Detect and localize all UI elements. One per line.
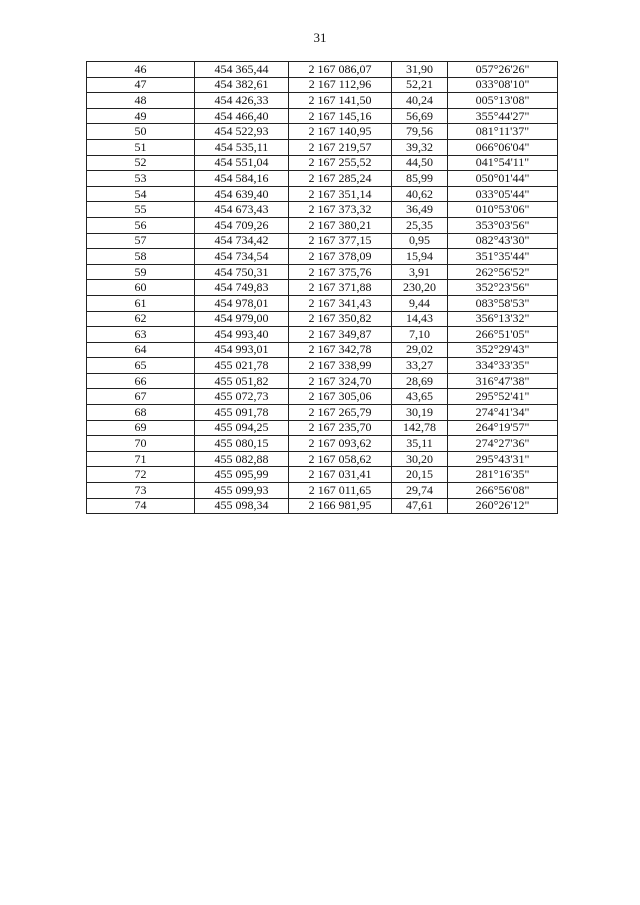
y-coordinate-cell: 2 167 140,95 <box>289 124 392 140</box>
distance-cell: 15,94 <box>392 249 448 265</box>
point-number-cell: 65 <box>87 358 195 374</box>
point-number-cell: 49 <box>87 108 195 124</box>
bearing-cell: 083°58'53" <box>448 295 558 311</box>
table-row <box>87 124 558 140</box>
table-row <box>87 373 558 389</box>
distance-cell: 52,21 <box>392 77 448 93</box>
point-number-cell: 59 <box>87 264 195 280</box>
point-number-cell: 66 <box>87 373 195 389</box>
table-row <box>87 93 558 109</box>
distance-cell: 3,91 <box>392 264 448 280</box>
distance-cell: 35,11 <box>392 436 448 452</box>
y-coordinate-cell: 2 167 058,62 <box>289 451 392 467</box>
y-coordinate-cell: 2 167 349,87 <box>289 327 392 343</box>
page-number: 31 <box>313 30 327 45</box>
y-coordinate-cell: 2 167 351,14 <box>289 186 392 202</box>
bearing-cell: 352°29'43" <box>448 342 558 358</box>
y-coordinate-cell: 2 167 265,79 <box>289 405 392 421</box>
x-coordinate-cell: 454 522,93 <box>195 124 289 140</box>
y-coordinate-cell: 2 167 305,06 <box>289 389 392 405</box>
point-number-cell: 52 <box>87 155 195 171</box>
table-row <box>87 389 558 405</box>
distance-cell: 85,99 <box>392 171 448 187</box>
x-coordinate-cell: 454 749,83 <box>195 280 289 296</box>
y-coordinate-cell: 2 167 086,07 <box>289 62 392 78</box>
table-row <box>87 155 558 171</box>
distance-cell: 40,24 <box>392 93 448 109</box>
coordinates-table <box>86 61 558 514</box>
y-coordinate-cell: 2 167 375,76 <box>289 264 392 280</box>
bearing-cell: 295°52'41" <box>448 389 558 405</box>
y-coordinate-cell: 2 167 342,78 <box>289 342 392 358</box>
distance-cell: 47,61 <box>392 498 448 514</box>
table-row <box>87 498 558 514</box>
y-coordinate-cell: 2 166 981,95 <box>289 498 392 514</box>
distance-cell: 9,44 <box>392 295 448 311</box>
x-coordinate-cell: 455 080,15 <box>195 436 289 452</box>
y-coordinate-cell: 2 167 031,41 <box>289 467 392 483</box>
bearing-cell: 066°06'04" <box>448 139 558 155</box>
bearing-cell: 274°41'34" <box>448 405 558 421</box>
bearing-cell: 050°01'44" <box>448 171 558 187</box>
point-number-cell: 56 <box>87 217 195 233</box>
y-coordinate-cell: 2 167 350,82 <box>289 311 392 327</box>
table-row <box>87 358 558 374</box>
bearing-cell: 057°26'26" <box>448 62 558 78</box>
distance-cell: 30,20 <box>392 451 448 467</box>
bearing-cell: 352°23'56" <box>448 280 558 296</box>
point-number-cell: 71 <box>87 451 195 467</box>
table-row <box>87 311 558 327</box>
x-coordinate-cell: 455 021,78 <box>195 358 289 374</box>
distance-cell: 142,78 <box>392 420 448 436</box>
bearing-cell: 266°56'08" <box>448 483 558 499</box>
distance-cell: 28,69 <box>392 373 448 389</box>
x-coordinate-cell: 454 639,40 <box>195 186 289 202</box>
x-coordinate-cell: 454 382,61 <box>195 77 289 93</box>
point-number-cell: 53 <box>87 171 195 187</box>
point-number-cell: 51 <box>87 139 195 155</box>
distance-cell: 230,20 <box>392 280 448 296</box>
y-coordinate-cell: 2 167 371,88 <box>289 280 392 296</box>
x-coordinate-cell: 454 993,01 <box>195 342 289 358</box>
point-number-cell: 58 <box>87 249 195 265</box>
point-number-cell: 54 <box>87 186 195 202</box>
distance-cell: 39,32 <box>392 139 448 155</box>
x-coordinate-cell: 455 094,25 <box>195 420 289 436</box>
x-coordinate-cell: 455 091,78 <box>195 405 289 421</box>
distance-cell: 40,62 <box>392 186 448 202</box>
y-coordinate-cell: 2 167 324,70 <box>289 373 392 389</box>
bearing-cell: 316°47'38" <box>448 373 558 389</box>
distance-cell: 79,56 <box>392 124 448 140</box>
distance-cell: 33,27 <box>392 358 448 374</box>
point-number-cell: 63 <box>87 327 195 343</box>
point-number-cell: 57 <box>87 233 195 249</box>
x-coordinate-cell: 454 978,01 <box>195 295 289 311</box>
coordinates-table-body <box>87 62 558 514</box>
bearing-cell: 353°03'56" <box>448 217 558 233</box>
point-number-cell: 67 <box>87 389 195 405</box>
x-coordinate-cell: 454 535,11 <box>195 139 289 155</box>
bearing-cell: 266°51'05" <box>448 327 558 343</box>
x-coordinate-cell: 455 098,34 <box>195 498 289 514</box>
x-coordinate-cell: 455 051,82 <box>195 373 289 389</box>
distance-cell: 7,10 <box>392 327 448 343</box>
point-number-cell: 72 <box>87 467 195 483</box>
point-number-cell: 60 <box>87 280 195 296</box>
bearing-cell: 355°44'27" <box>448 108 558 124</box>
table-row <box>87 249 558 265</box>
table-row <box>87 405 558 421</box>
table-row <box>87 342 558 358</box>
bearing-cell: 264°19'57" <box>448 420 558 436</box>
table-row <box>87 420 558 436</box>
x-coordinate-cell: 454 466,40 <box>195 108 289 124</box>
x-coordinate-cell: 454 365,44 <box>195 62 289 78</box>
point-number-cell: 47 <box>87 77 195 93</box>
table-row <box>87 483 558 499</box>
y-coordinate-cell: 2 167 011,65 <box>289 483 392 499</box>
table-row <box>87 233 558 249</box>
distance-cell: 14,43 <box>392 311 448 327</box>
distance-cell: 0,95 <box>392 233 448 249</box>
distance-cell: 30,19 <box>392 405 448 421</box>
x-coordinate-cell: 454 673,43 <box>195 202 289 218</box>
bearing-cell: 005°13'08" <box>448 93 558 109</box>
bearing-cell: 082°43'30" <box>448 233 558 249</box>
bearing-cell: 033°05'44" <box>448 186 558 202</box>
x-coordinate-cell: 454 709,26 <box>195 217 289 233</box>
x-coordinate-cell: 454 584,16 <box>195 171 289 187</box>
x-coordinate-cell: 455 095,99 <box>195 467 289 483</box>
distance-cell: 29,02 <box>392 342 448 358</box>
table-row <box>87 467 558 483</box>
table-row <box>87 295 558 311</box>
table-row <box>87 108 558 124</box>
bearing-cell: 334°33'35" <box>448 358 558 374</box>
y-coordinate-cell: 2 167 285,24 <box>289 171 392 187</box>
x-coordinate-cell: 454 979,00 <box>195 311 289 327</box>
x-coordinate-cell: 454 993,40 <box>195 327 289 343</box>
table-row <box>87 171 558 187</box>
point-number-cell: 74 <box>87 498 195 514</box>
x-coordinate-cell: 455 082,88 <box>195 451 289 467</box>
bearing-cell: 262°56'52" <box>448 264 558 280</box>
table-row <box>87 451 558 467</box>
bearing-cell: 010°53'06" <box>448 202 558 218</box>
table-row <box>87 186 558 202</box>
x-coordinate-cell: 455 072,73 <box>195 389 289 405</box>
point-number-cell: 50 <box>87 124 195 140</box>
distance-cell: 29,74 <box>392 483 448 499</box>
x-coordinate-cell: 454 551,04 <box>195 155 289 171</box>
y-coordinate-cell: 2 167 377,15 <box>289 233 392 249</box>
table-row <box>87 217 558 233</box>
distance-cell: 43,65 <box>392 389 448 405</box>
point-number-cell: 69 <box>87 420 195 436</box>
table-row <box>87 77 558 93</box>
table-row <box>87 202 558 218</box>
y-coordinate-cell: 2 167 235,70 <box>289 420 392 436</box>
point-number-cell: 70 <box>87 436 195 452</box>
x-coordinate-cell: 454 426,33 <box>195 93 289 109</box>
bearing-cell: 041°54'11" <box>448 155 558 171</box>
y-coordinate-cell: 2 167 145,16 <box>289 108 392 124</box>
y-coordinate-cell: 2 167 093,62 <box>289 436 392 452</box>
distance-cell: 44,50 <box>392 155 448 171</box>
point-number-cell: 55 <box>87 202 195 218</box>
table-row <box>87 139 558 155</box>
table-row <box>87 280 558 296</box>
x-coordinate-cell: 454 750,31 <box>195 264 289 280</box>
point-number-cell: 64 <box>87 342 195 358</box>
bearing-cell: 033°08'10" <box>448 77 558 93</box>
y-coordinate-cell: 2 167 112,96 <box>289 77 392 93</box>
distance-cell: 36,49 <box>392 202 448 218</box>
y-coordinate-cell: 2 167 380,21 <box>289 217 392 233</box>
y-coordinate-cell: 2 167 338,99 <box>289 358 392 374</box>
point-number-cell: 73 <box>87 483 195 499</box>
point-number-cell: 48 <box>87 93 195 109</box>
y-coordinate-cell: 2 167 255,52 <box>289 155 392 171</box>
table-row <box>87 327 558 343</box>
bearing-cell: 356°13'32" <box>448 311 558 327</box>
y-coordinate-cell: 2 167 373,32 <box>289 202 392 218</box>
table-row <box>87 62 558 78</box>
x-coordinate-cell: 454 734,54 <box>195 249 289 265</box>
bearing-cell: 281°16'35" <box>448 467 558 483</box>
distance-cell: 25,35 <box>392 217 448 233</box>
bearing-cell: 260°26'12" <box>448 498 558 514</box>
point-number-cell: 61 <box>87 295 195 311</box>
x-coordinate-cell: 454 734,42 <box>195 233 289 249</box>
table-row <box>87 436 558 452</box>
bearing-cell: 295°43'31" <box>448 451 558 467</box>
x-coordinate-cell: 455 099,93 <box>195 483 289 499</box>
distance-cell: 56,69 <box>392 108 448 124</box>
bearing-cell: 351°35'44" <box>448 249 558 265</box>
point-number-cell: 68 <box>87 405 195 421</box>
distance-cell: 31,90 <box>392 62 448 78</box>
bearing-cell: 081°11'37" <box>448 124 558 140</box>
bearing-cell: 274°27'36" <box>448 436 558 452</box>
point-number-cell: 62 <box>87 311 195 327</box>
y-coordinate-cell: 2 167 219,57 <box>289 139 392 155</box>
distance-cell: 20,15 <box>392 467 448 483</box>
y-coordinate-cell: 2 167 341,43 <box>289 295 392 311</box>
point-number-cell: 46 <box>87 62 195 78</box>
y-coordinate-cell: 2 167 378,09 <box>289 249 392 265</box>
y-coordinate-cell: 2 167 141,50 <box>289 93 392 109</box>
table-row <box>87 264 558 280</box>
